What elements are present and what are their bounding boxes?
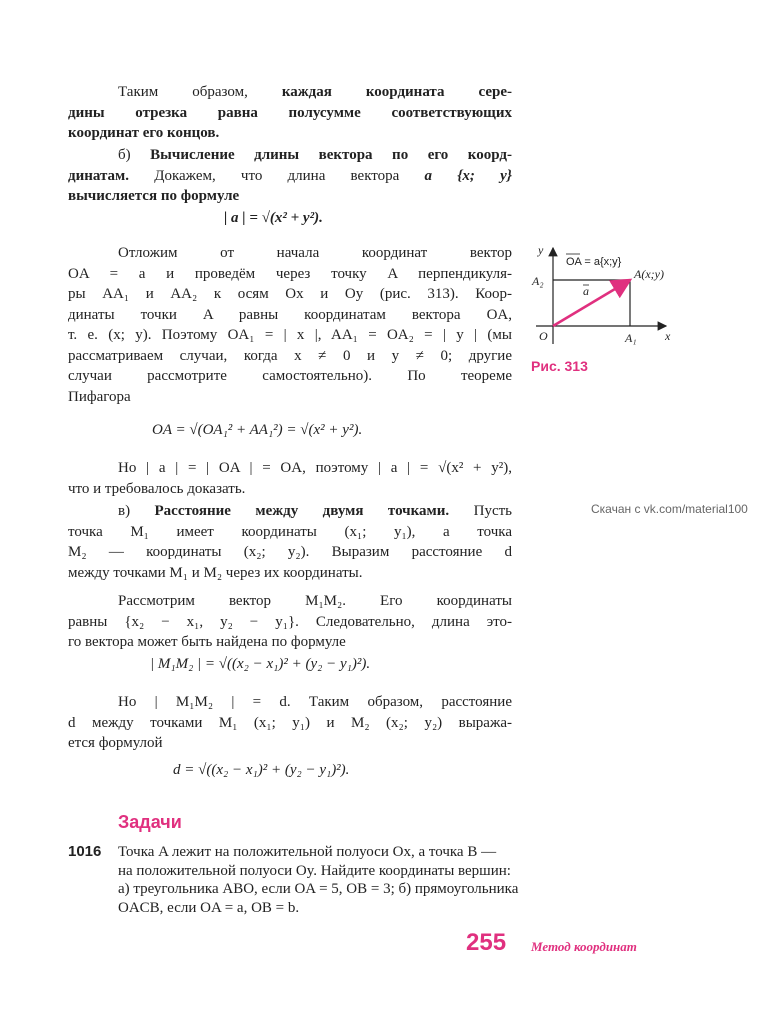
paragraph-vector-m1m2 <box>68 591 512 653</box>
text-line: Докажем, что длина вектора <box>129 167 425 184</box>
paragraph-vector-length <box>68 145 512 207</box>
label-a1: A₁ <box>625 331 637 345</box>
paragraph-conclusion <box>68 458 512 499</box>
text-line: го вектора может быть найдена по формуле <box>68 634 346 650</box>
vector-oa <box>553 280 630 326</box>
text-line: Но | M₁M₂ | = d. Таким образом, расстояние <box>118 694 512 710</box>
text-line: б) <box>118 147 151 163</box>
text-line: динаты точки A равны координатам вектора OA, <box>68 306 512 323</box>
text-line: Отложим от начала координат вектор <box>118 245 512 261</box>
paragraph-proof <box>68 243 512 407</box>
bold-text: вычисляется по формуле <box>68 188 240 204</box>
text-line: Пифагора <box>68 388 131 405</box>
text-line: точка M₁ имеет координаты (x₁; y₁), а точка <box>68 523 512 540</box>
text-line: ры AA₁ и AA₂ к осям Ox и Oy (рис. 313). Коор- <box>68 286 512 302</box>
problem-text <box>118 843 678 917</box>
label-vector: a <box>583 284 589 298</box>
math-inline: a {x; y} <box>424 167 512 184</box>
text-line: Пусть <box>449 503 512 519</box>
text-line: а) треугольника ABO, если OA = 5, OB = 3; б) прямоугольника <box>118 881 519 897</box>
text-line: равны {x₂ − x₁, y₂ − y₁}. Следовательно, длина это- <box>68 613 512 630</box>
figure-caption: Рис. 313 <box>531 358 588 374</box>
label-equation: OA = a{x;y} <box>566 256 622 268</box>
label-y: y <box>538 243 544 257</box>
text-line: что и требовалось доказать. <box>68 480 246 497</box>
text-line: в) <box>118 503 155 519</box>
paragraph-distance <box>68 501 512 583</box>
paragraph-midpoint-conclusion <box>68 82 512 144</box>
bold-text: координат его концов. <box>68 125 220 141</box>
bold-text: дины отрезка равна полусумме соответствующих <box>68 104 512 121</box>
text-line: M₂ — координаты (x₂; y₂). Выразим расстояние d <box>68 544 512 560</box>
text-line: случаи рассмотрите самостоятельно). По теореме <box>68 368 512 384</box>
formula-distance: d = √((x₂ − x₁)² + (y₂ − y₁)²). <box>173 762 350 778</box>
text-line: OA = a и проведём через точку A перпендикуля- <box>68 265 512 282</box>
text-line: т. е. (x; y). Поэтому OA₁ = | x |, AA₁ = OA₂ = | y | (мы <box>68 327 512 343</box>
page-number: 255 <box>466 929 507 956</box>
formula-vector-length: | a | = √(x² + y²). <box>224 210 323 226</box>
paragraph-distance-formula <box>68 692 512 754</box>
label-a2: A₂ <box>532 274 544 288</box>
text-line: d между точками M₁ (x₁; y₁) и M₂ (x₂; y₂) выража- <box>68 714 512 731</box>
chapter-title: Метод координат <box>531 939 637 954</box>
text-line: Рассмотрим вектор M₁M₂. Его координаты <box>118 593 512 609</box>
figure-313 <box>526 240 686 352</box>
text-line: между точками M₁ и M₂ через их координаты. <box>68 564 363 581</box>
label-point-a: A(x;y) <box>634 267 664 281</box>
text-line: рассматриваем случаи, когда x ≠ 0 и y ≠ 0; другие <box>68 347 512 364</box>
text-line: OACB, если OA = a, OB = b. <box>118 899 300 916</box>
subsection-title: динатам. <box>68 167 130 184</box>
problem-number: 1016 <box>68 843 102 860</box>
label-origin: O <box>539 329 548 343</box>
text-line: на положительной полуоси Oy. Найдите координаты вершин: <box>118 862 511 879</box>
text-line: Точка A лежит на положительной полуоси Ox, а точка B — <box>118 844 497 860</box>
formula-pythagoras: OA = √(OA₁² + AA₁²) = √(x² + y²). <box>152 422 363 438</box>
section-heading: Задачи <box>118 812 182 832</box>
subsection-title: Расстояние между двумя точками. <box>154 503 450 519</box>
text-line: ется формулой <box>68 735 163 751</box>
formula-m1m2-length: | M₁M₂ | = √((x₂ − x₁)² + (y₂ − y₁)²). <box>150 656 371 672</box>
label-x: x <box>665 329 671 343</box>
watermark-text: Скачан с vk.com/material100 <box>591 502 748 516</box>
text-line: Но | a | = | OA | = OA, поэтому | a | = √(x² + y²), <box>118 460 512 476</box>
text-line: Таким образом, <box>118 84 282 100</box>
bold-text: каждая координата сере- <box>281 84 512 100</box>
subsection-title: Вычисление длины вектора по его коорд- <box>150 147 512 163</box>
